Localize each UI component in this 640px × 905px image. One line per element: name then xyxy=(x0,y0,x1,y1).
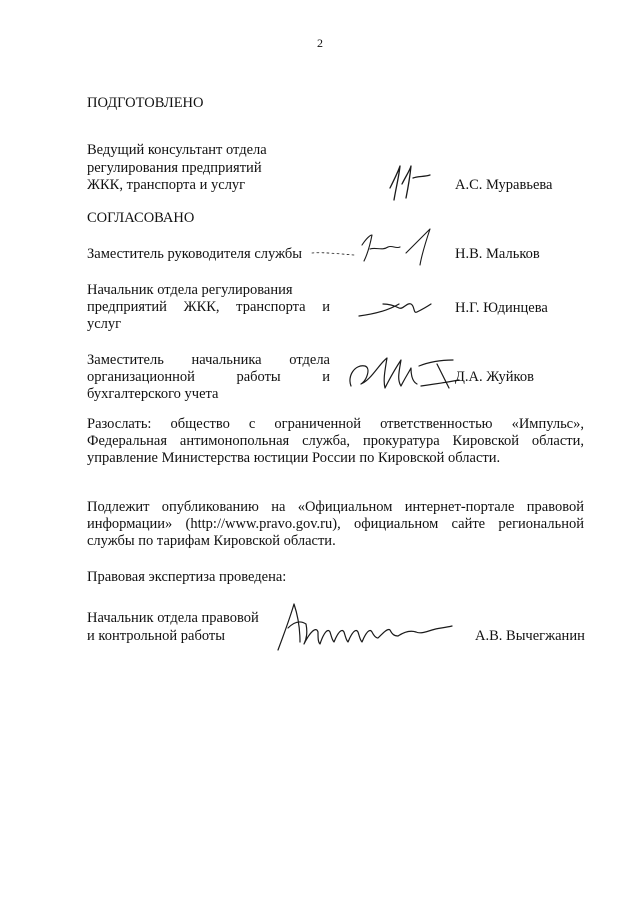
agreed-heading: СОГЛАСОВАНО xyxy=(87,210,195,226)
page-number: 2 xyxy=(317,36,323,50)
zhuikov-position-line-3: бухгалтерского учета xyxy=(87,386,219,402)
publication-line-1: Подлежит опубликованию на «Официальном интернет-портале правовой xyxy=(87,499,584,515)
zhuikov-position-line-2: организационной работы и xyxy=(87,369,330,385)
publication-notice xyxy=(87,499,584,550)
prepared-position-line-2: регулирования предприятий xyxy=(87,160,262,176)
signature-zhuikov xyxy=(345,350,465,398)
signature-malkov xyxy=(310,225,445,273)
distribution-line-3: управление Министерства юстиции России по Кировской области. xyxy=(87,450,501,466)
publication-line-3: службы по тарифам Кировской области. xyxy=(87,533,336,549)
malkov-name: Н.В. Мальков xyxy=(455,246,540,262)
prepared-position-line-3: ЖКК, транспорта и услуг xyxy=(87,177,246,193)
prepared-name: А.С. Муравьева xyxy=(455,177,553,193)
distribution-line-1: Разослать: общество с ограниченной ответственностью «Импульс», xyxy=(87,416,584,432)
distribution-list xyxy=(87,416,584,467)
signature-yudintseva xyxy=(355,290,440,324)
yudintseva-name: Н.Г. Юдинцева xyxy=(455,300,548,316)
legal-position-line-1: Начальник отдела правовой xyxy=(87,610,259,626)
yudintseva-position-line-1: Начальник отдела регулирования xyxy=(87,282,293,298)
zhuikov-position xyxy=(87,352,330,403)
zhuikov-position-line-1: Заместитель начальника отдела xyxy=(87,352,330,368)
legal-review-note: Правовая экспертиза проведена: xyxy=(87,569,287,585)
legal-position-line-2: и контрольной работы xyxy=(87,628,225,644)
prepared-heading: ПОДГОТОВЛЕНО xyxy=(87,95,204,111)
publication-line-2: информации» (http://www.pravo.gov.ru), официальном сайте региональной xyxy=(87,516,584,532)
signature-vychegzhanin xyxy=(270,598,460,656)
distribution-line-2: Федеральная антимонопольная служба, прокуратура Кировской области, xyxy=(87,433,584,449)
signature-muravyova xyxy=(380,158,440,208)
yudintseva-position-line-2: предприятий ЖКК, транспорта и xyxy=(87,299,330,315)
yudintseva-position xyxy=(87,282,330,333)
yudintseva-position-line-3: услуг xyxy=(87,316,122,332)
zhuikov-name: Д.А. Жуйков xyxy=(455,369,534,385)
prepared-position-line-1: Ведущий консультант отдела xyxy=(87,142,267,158)
deputy-head-position: Заместитель руководителя службы xyxy=(87,246,303,262)
vychegzhanin-name: А.В. Вычегжанин xyxy=(475,628,585,644)
